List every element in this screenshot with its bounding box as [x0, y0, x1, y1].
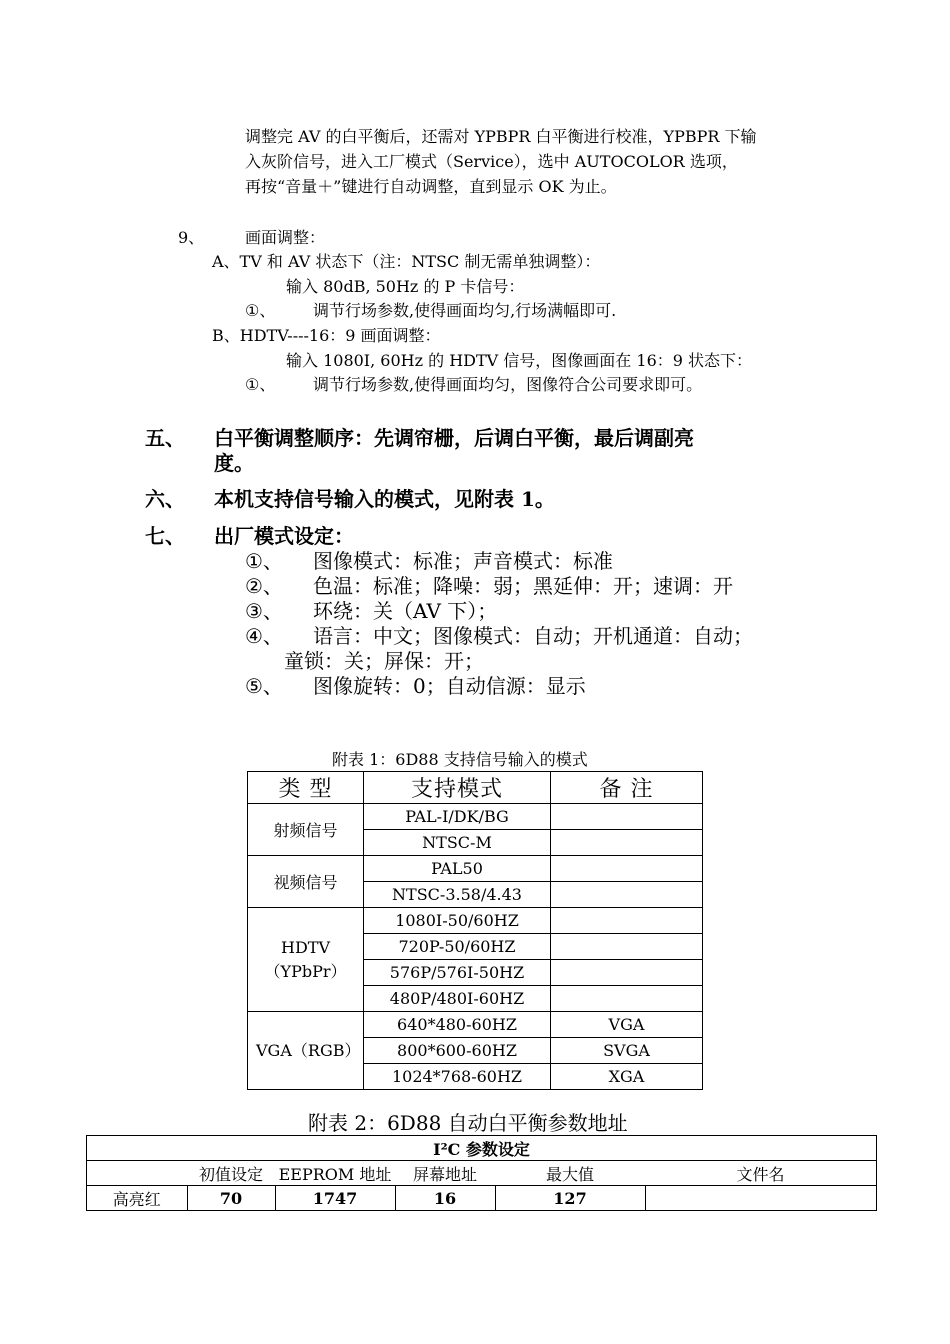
header-file: 文件名 — [645, 1161, 877, 1186]
intro-line-3: 再按“音量＋”键进行自动调整，直到显示 OK 为止。 — [245, 177, 617, 196]
table-header-row — [248, 772, 703, 804]
section7-item-4-continued: 童锁：关；屏保：开； — [284, 649, 484, 673]
table2-header-row — [87, 1161, 877, 1186]
section7-item-3-number: ③、 — [245, 599, 283, 623]
header-note: 备 注 — [551, 772, 703, 804]
section9-a-input: 输入 80dB, 50Hz 的 P 卡信号： — [286, 277, 525, 296]
section7-item-2-number: ②、 — [245, 574, 283, 598]
screen-address-cell: 16 — [395, 1186, 495, 1211]
mode-cell: 1080I-50/60HZ — [364, 908, 551, 934]
mode-cell: PAL50 — [364, 856, 551, 882]
header-eeprom: EEPROM 地址 — [278, 1164, 392, 1184]
eeprom-address-cell: 1747 — [275, 1186, 395, 1211]
section7-item-4-number: ④、 — [245, 624, 283, 648]
section7-item-4-text: 语言：中文；图像模式：自动；开机通道：自动； — [313, 624, 753, 648]
section7-item-5-text: 图像旋转：0；自动信源：显示 — [313, 674, 586, 698]
section7-title: 出厂模式设定： — [214, 524, 354, 548]
note-cell: XGA — [551, 1064, 703, 1090]
header-max: 最大值 — [545, 1164, 594, 1184]
mode-cell: 640*480-60HZ — [364, 1012, 551, 1038]
note-cell — [551, 804, 703, 830]
table-row — [248, 856, 703, 882]
table2-title: I²C 参数设定 — [87, 1136, 877, 1161]
note-cell: SVGA — [551, 1038, 703, 1064]
table-row — [248, 908, 703, 934]
section6-text: 本机支持信号输入的模式，见附表 1。 — [214, 487, 555, 511]
mode-cell: NTSC-M — [364, 830, 551, 856]
mode-cell: 800*600-60HZ — [364, 1038, 551, 1064]
mode-cell: PAL-I/DK/BG — [364, 804, 551, 830]
section9-a-step: 调节行场参数,使得画面均匀,行场满幅即可. — [313, 301, 617, 320]
note-cell — [551, 934, 703, 960]
mode-cell: 480P/480I-60HZ — [364, 986, 551, 1012]
init-value-cell: 70 — [187, 1186, 275, 1211]
type-cell: 射频信号 — [248, 804, 364, 856]
table-row — [248, 804, 703, 830]
note-cell — [551, 986, 703, 1012]
section9-a-step-number: ①、 — [245, 301, 276, 320]
section7-item-2-text: 色温：标准；降噪：弱；黑延伸：开；速调：开 — [313, 574, 733, 598]
mode-cell: 720P-50/60HZ — [364, 934, 551, 960]
table-row — [248, 1012, 703, 1038]
section7-item-3-text: 环绕：关（AV 下）； — [313, 599, 498, 623]
mode-cell: 576P/576I-50HZ — [364, 960, 551, 986]
note-cell — [551, 882, 703, 908]
section6-number: 六、 — [145, 487, 185, 511]
section9-b-title: B、HDTV----16：9 画面调整： — [212, 326, 441, 345]
section7-number: 七、 — [145, 524, 185, 548]
type-cell: HDTV（YPbPr） — [248, 908, 364, 1012]
note-cell — [551, 830, 703, 856]
param-name-cell: 高亮红 — [87, 1186, 188, 1211]
section9-a-title: A、TV 和 AV 状态下（注：NTSC 制无需单独调整）： — [212, 252, 601, 271]
note-cell — [551, 856, 703, 882]
section5-line-1: 白平衡调整顺序：先调帘栅，后调白平衡，最后调副亮 — [214, 426, 694, 450]
table2-caption: 附表 2：6D88 自动白平衡参数地址 — [308, 1111, 628, 1135]
section5-number: 五、 — [145, 426, 185, 450]
signal-modes-table — [247, 771, 703, 1090]
note-cell — [551, 908, 703, 934]
mode-cell: NTSC-3.58/4.43 — [364, 882, 551, 908]
type-cell: VGA（RGB） — [248, 1012, 364, 1090]
section5-line-2: 度。 — [214, 451, 254, 475]
section9-number: 9、 — [178, 228, 205, 247]
note-cell — [551, 960, 703, 986]
mode-cell: 1024*768-60HZ — [364, 1064, 551, 1090]
header-blank — [87, 1161, 188, 1186]
white-balance-params-table — [86, 1135, 877, 1211]
table-row — [87, 1186, 877, 1211]
section9-title: 画面调整： — [245, 228, 326, 247]
section9-b-step-number: ①、 — [245, 375, 276, 394]
section9-b-input: 输入 1080I, 60Hz 的 HDTV 信号，图像画面在 16：9 状态下： — [286, 351, 753, 370]
intro-line-2: 入灰阶信号，进入工厂模式（Service），选中 AUTOCOLOR 选项， — [245, 152, 738, 171]
file-name-cell — [645, 1186, 877, 1211]
header-init: 初值设定 — [198, 1164, 263, 1184]
section7-item-1-text: 图像模式：标准；声音模式：标准 — [313, 549, 613, 573]
header-mode: 支持模式 — [364, 772, 551, 804]
note-cell: VGA — [551, 1012, 703, 1038]
header-type: 类 型 — [248, 772, 364, 804]
intro-line-1: 调整完 AV 的白平衡后，还需对 YPBPR 白平衡进行校准，YPBPR 下输 — [245, 127, 757, 146]
table1-caption: 附表 1：6D88 支持信号输入的模式 — [332, 750, 588, 769]
max-value-cell: 127 — [495, 1186, 645, 1211]
section7-item-5-number: ⑤、 — [245, 674, 283, 698]
table2-title-row — [87, 1136, 877, 1161]
section9-b-step: 调节行场参数,使得画面均匀，图像符合公司要求即可。 — [313, 375, 703, 394]
type-cell: 视频信号 — [248, 856, 364, 908]
header-screen: 屏幕地址 — [412, 1164, 477, 1184]
section7-item-1-number: ①、 — [245, 549, 283, 573]
